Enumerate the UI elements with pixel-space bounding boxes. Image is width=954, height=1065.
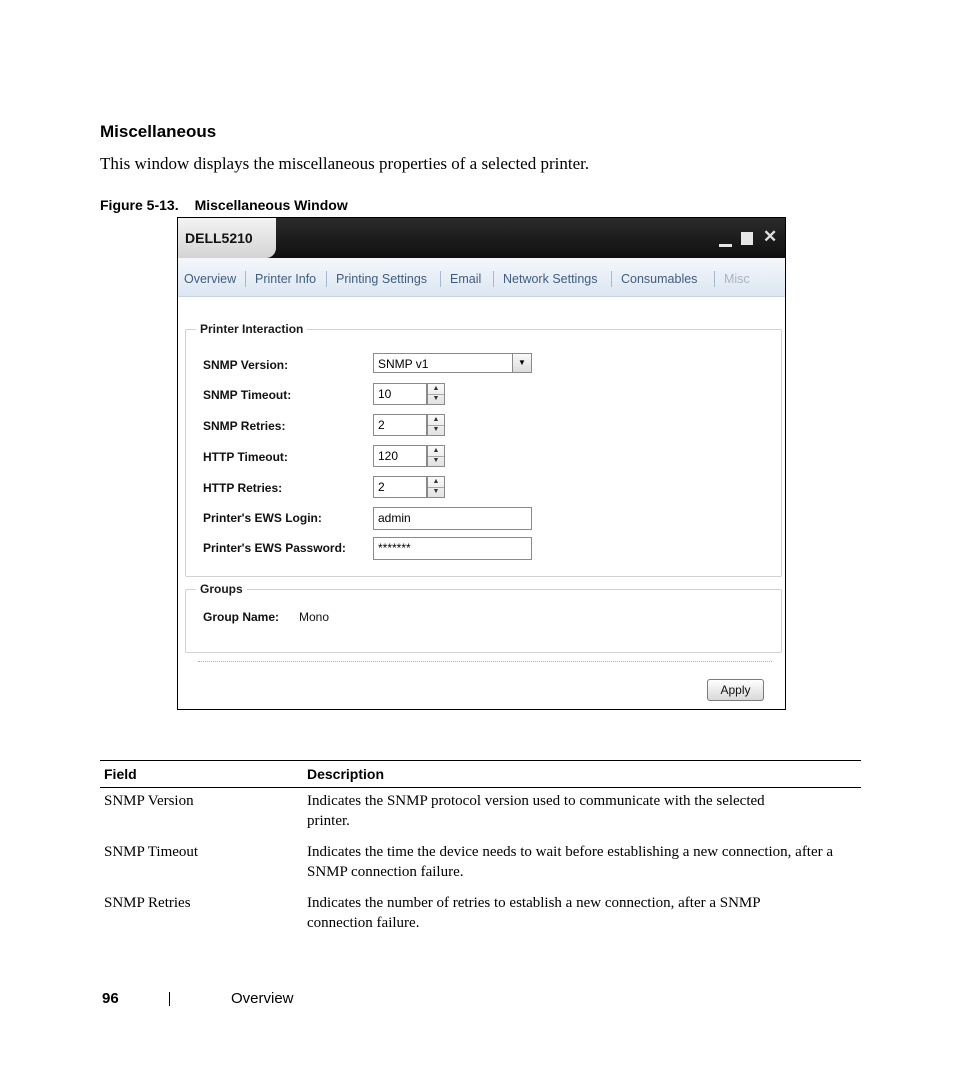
spin-down-icon[interactable]: ▼ (432, 457, 440, 464)
tab-email[interactable]: Email (450, 272, 482, 286)
section-heading: Miscellaneous (100, 122, 217, 141)
http-timeout-label: HTTP Timeout: (203, 450, 288, 464)
tab-separator (493, 271, 494, 287)
intro-paragraph: This window displays the miscellaneous properties of a selected printer. (100, 154, 590, 173)
title-tab (178, 218, 276, 258)
minimize-icon[interactable] (719, 244, 732, 247)
snmp-retries-label: SNMP Retries: (203, 419, 286, 433)
row-description: Indicates the time the device needs to wait before establishing a new connection, after a SNMP connection failure. (307, 844, 834, 880)
field-description-table (100, 760, 861, 941)
miscellaneous-window (177, 217, 786, 710)
tab-consumables[interactable]: Consumables (621, 272, 698, 286)
tab-separator (440, 271, 441, 287)
table-row (100, 839, 861, 890)
tab-overview[interactable]: Overview (184, 272, 237, 286)
tab-separator (611, 271, 612, 287)
footer-section-name: Overview (231, 990, 294, 1007)
apply-button[interactable]: Apply (707, 679, 764, 701)
header-description: Description (303, 761, 861, 788)
divider (198, 661, 772, 662)
spin-up-icon[interactable]: ▲ (428, 446, 444, 457)
snmp-version-label: SNMP Version: (203, 358, 289, 372)
snmp-timeout-label: SNMP Timeout: (203, 388, 292, 402)
snmp-version-value: SNMP v1 (378, 357, 429, 371)
figure-number: Figure 5-13. (100, 197, 179, 213)
table-header-row (100, 761, 861, 788)
row-description: Indicates the SNMP protocol version used to communicate with the selected printer. (307, 793, 765, 829)
chevron-down-icon[interactable]: ▼ (512, 354, 531, 372)
table-row (100, 788, 861, 840)
http-timeout-input[interactable]: 120 (373, 445, 427, 467)
ews-password-input[interactable]: ******* (373, 537, 532, 560)
page-number: 96 (102, 990, 119, 1007)
spin-down-icon[interactable]: ▼ (432, 488, 440, 495)
snmp-timeout-input[interactable]: 10 (373, 383, 427, 405)
row-field: SNMP Version (104, 793, 194, 809)
ews-login-label: Printer's EWS Login: (203, 511, 322, 525)
row-field: SNMP Timeout (104, 844, 199, 860)
printer-interaction-legend: Printer Interaction (196, 322, 307, 336)
tab-printer-info[interactable]: Printer Info (255, 272, 317, 286)
http-retries-stepper[interactable] (427, 476, 445, 498)
title-bar (178, 218, 785, 258)
table-row (100, 890, 861, 941)
tab-network-settings[interactable]: Network Settings (503, 272, 598, 286)
groups-legend: Groups (196, 582, 247, 596)
tab-separator (245, 271, 246, 287)
group-name-label: Group Name: (203, 610, 280, 624)
snmp-version-select[interactable] (373, 353, 532, 373)
tab-separator (326, 271, 327, 287)
group-name-value: Mono (299, 610, 330, 624)
window-title: DELL5210 (185, 230, 253, 246)
tab-bar (178, 258, 785, 297)
close-icon[interactable]: ✕ (763, 227, 778, 246)
http-retries-input[interactable]: 2 (373, 476, 427, 498)
spin-down-icon[interactable]: ▼ (432, 395, 440, 402)
ews-login-input[interactable]: admin (373, 507, 532, 530)
spin-up-icon[interactable]: ▲ (428, 415, 444, 426)
http-timeout-stepper[interactable] (427, 445, 445, 467)
figure-title: Miscellaneous Window (194, 197, 348, 213)
snmp-retries-stepper[interactable] (427, 414, 445, 436)
header-field: Field (100, 761, 303, 788)
snmp-timeout-stepper[interactable] (427, 383, 445, 405)
spin-down-icon[interactable]: ▼ (432, 426, 440, 433)
tab-separator (714, 271, 715, 287)
footer-separator (169, 992, 170, 1006)
maximize-icon[interactable] (741, 232, 753, 245)
row-field: SNMP Retries (104, 895, 191, 911)
spin-up-icon[interactable]: ▲ (428, 477, 444, 488)
tab-misc[interactable]: Misc (724, 272, 750, 286)
figure-caption (100, 197, 348, 213)
tab-printing-settings[interactable]: Printing Settings (336, 272, 428, 286)
row-description: Indicates the number of retries to establish a new connection, after a SNMP connection failure. (307, 895, 761, 931)
http-retries-label: HTTP Retries: (203, 481, 283, 495)
spin-up-icon[interactable]: ▲ (428, 384, 444, 395)
ews-password-label: Printer's EWS Password: (203, 541, 346, 555)
snmp-retries-input[interactable]: 2 (373, 414, 427, 436)
